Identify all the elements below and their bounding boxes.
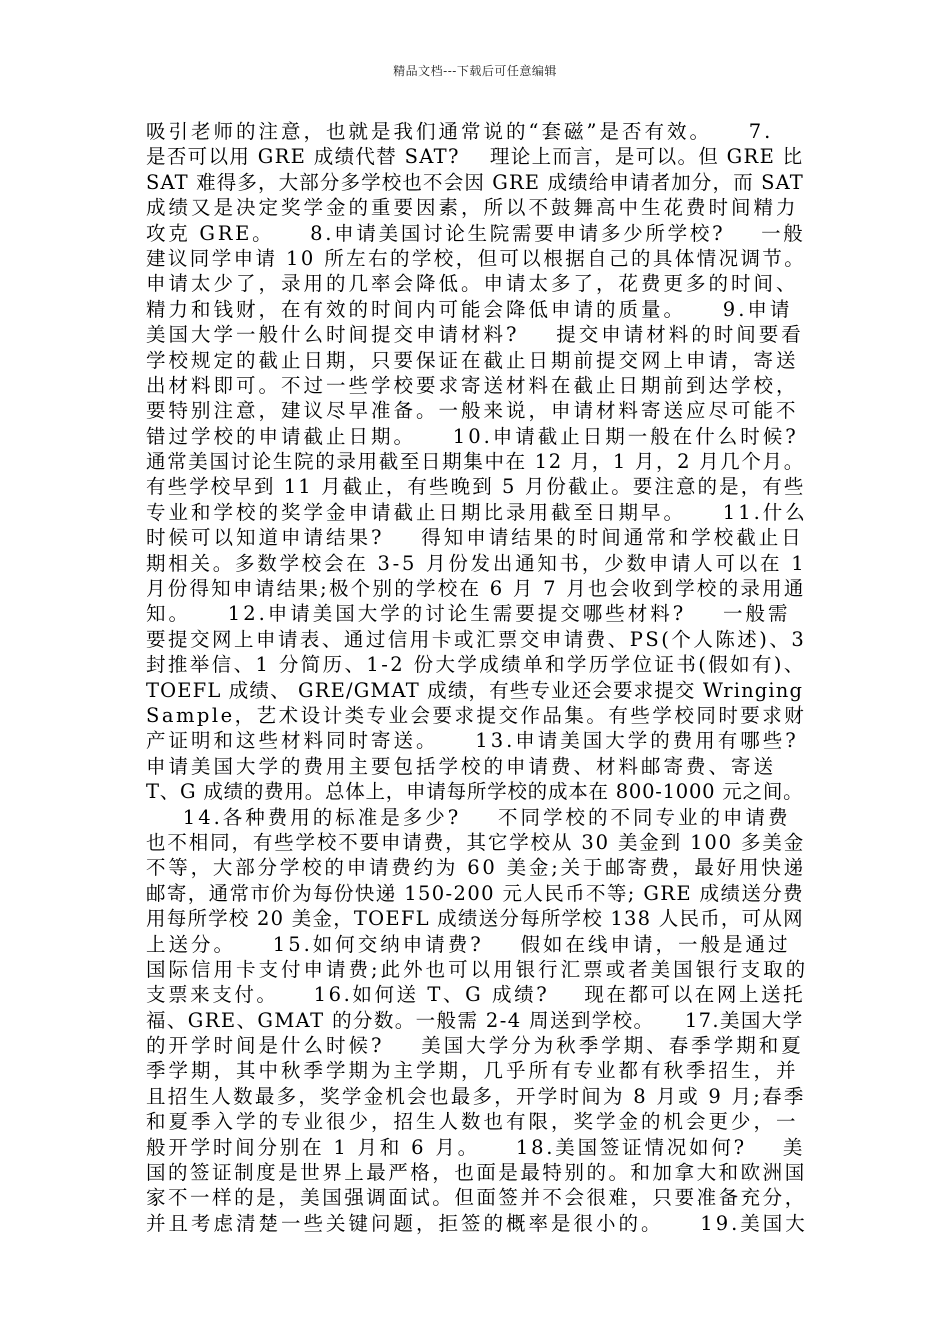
text-line: 申请美国大学的费用主要包括学校的申请费、材料邮寄费、寄送	[146, 754, 777, 778]
text-line: 的开学时间是什么时候? 美国大学分为秋季学期、春季学期和夏	[146, 1034, 804, 1058]
text-line: 般开学时间分别在 1 月和 6 月。 18.美国签证情况如何? 美	[146, 1135, 806, 1159]
text-line: 福、GRE、GMAT 的分数。一般需 2-4 周送到学校。 17.美国大学	[146, 1008, 804, 1032]
text-line: 攻克 GRE。 8.申请美国讨论生院需要申请多少所学校? 一般	[146, 221, 806, 245]
text-line: 出材料即可。不过一些学校要求寄送材料在截止日期前到达学校，	[146, 373, 799, 397]
text-line: 时候可以知道申请结果? 得知申请结果的时间通常和学校截止日	[146, 526, 804, 550]
text-line: 月份得知申请结果;极个别的学校在 6 月 7 月也会收到学校的录用通	[146, 577, 806, 601]
text-line: 和夏季入学的专业很少，招生人数也有限，奖学金的机会更少，一	[146, 1110, 799, 1134]
text-line: 建议同学申请 10 所左右的学校，但可以根据自己的具体情况调节。	[146, 246, 807, 270]
text-line: 通常美国讨论生院的录用截至日期集中在 12 月，1 月，2 月几个月。	[146, 450, 805, 474]
text-line: 要提交网上申请表、通过信用卡或汇票交申请费、PS(个人陈述)、3	[146, 627, 807, 651]
text-line: 国的签证制度是世界上最严格，也面是最特别的。和加拿大和欧洲国	[146, 1161, 807, 1185]
text-line: 专业和学校的奖学金申请截止日期比录用截至日期早。 11.什么	[146, 500, 808, 524]
text-line: SAT 难得多，大部分多学校也不会因 GRE 成绩给申请者加分，而 SAT	[146, 170, 804, 194]
document-body	[146, 119, 810, 1236]
text-line: 上送分。 15.如何交纳申请费? 假如在线申请，一般是通过	[146, 932, 791, 956]
text-line: 用每所学校 20 美金，TOEFL 成绩送分每所学校 138 人民币，可从网	[146, 907, 804, 931]
text-line: 封推举信、1 分简历、1-2 份大学成绩单和学历学位证书(假如有)、	[146, 653, 806, 677]
text-line: 成绩又是决定奖学金的重要因素，所以不鼓舞高中生花费时间精力	[146, 196, 799, 220]
text-line: 且招生人数最多，奖学金机会也最多，开学时间为 8 月或 9 月;春季	[146, 1084, 806, 1108]
text-line: 申请太少了，录用的几率会降低。申请太多了，花费更多的时间、	[146, 272, 799, 296]
text-line: 吸引老师的注意，也就是我们通常说的“套磁”是否有效。 7.	[146, 120, 774, 143]
text-line: 期相关。多数学校会在 3-5 月份发出通知书，少数申请人可以在 1	[146, 551, 807, 575]
page-header: 精品文档---下载后可任意编辑	[393, 64, 557, 78]
text-line: 支票来支付。 16.如何送 T、G 成绩? 现在都可以在网上送托	[146, 983, 806, 1007]
text-line: 错过学校的申请截止日期。 10.申请截止日期一般在什么时候?	[146, 424, 799, 448]
text-line: 国际信用卡支付申请费;此外也可以用银行汇票或者美国银行支取的	[146, 957, 809, 981]
text-line: 家不一样的是，美国强调面试。但面签并不会很难，只要准备充分，	[146, 1186, 807, 1210]
text-line: 学校规定的截止日期，只要保证在截止日期前提交网上申请，寄送	[146, 348, 799, 372]
text-line: 邮寄，通常市价为每份快递 150-200 元人民币不等; GRE 成绩送分费	[146, 881, 804, 905]
text-line: T、G 成绩的费用。总体上，申请每所学校的成本在 800-1000 元之间。	[146, 780, 804, 804]
text-line: Sample，艺术设计类专业会要求提交作品集。有些学校同时要求财	[146, 703, 807, 727]
text-line: 是否可以用 GRE 成绩代替 SAT? 理论上而言，是可以。但 GRE 比	[146, 145, 804, 169]
text-line: 知。 12.申请美国大学的讨论生需要提交哪些材料? 一般需	[146, 602, 791, 626]
text-line: 要特别注意，建议尽早准备。一般来说，申请材料寄送应尽可能不	[146, 399, 799, 423]
text-line: 产证明和这些材料同时寄送。 13.申请美国大学的费用有哪些?	[146, 729, 799, 753]
text-line: TOEFL 成绩、 GRE/GMAT 成绩，有些专业还会要求提交 Wringing	[146, 678, 804, 702]
text-line: 不等，大部分学校的申请费约为 60 美金;关于邮寄费，最好用快递	[146, 856, 806, 880]
text-line: 也不相同，有些学校不要申请费，其它学校从 30 美金到 100 多美金	[146, 830, 806, 854]
text-line: 精力和钱财，在有效的时间内可能会降低申请的质量。 9.申请	[146, 297, 793, 321]
text-line: 美国大学一般什么时间提交申请材料? 提交申请材料的时间要看	[146, 323, 804, 347]
text-line: 有些学校早到 11 月截止，有些晚到 5 月份截止。要注意的是，有些	[146, 475, 806, 499]
text-line: 季学期，其中秋季学期为主学期，几乎所有专业都有秋季招生，并	[146, 1059, 799, 1083]
text-line: 14.各种费用的标准是多少? 不同学校的不同专业的申请费	[146, 805, 791, 829]
text-line: 并且考虑清楚一些关键问题，拒签的概率是很小的。 19.美国大	[146, 1211, 808, 1235]
